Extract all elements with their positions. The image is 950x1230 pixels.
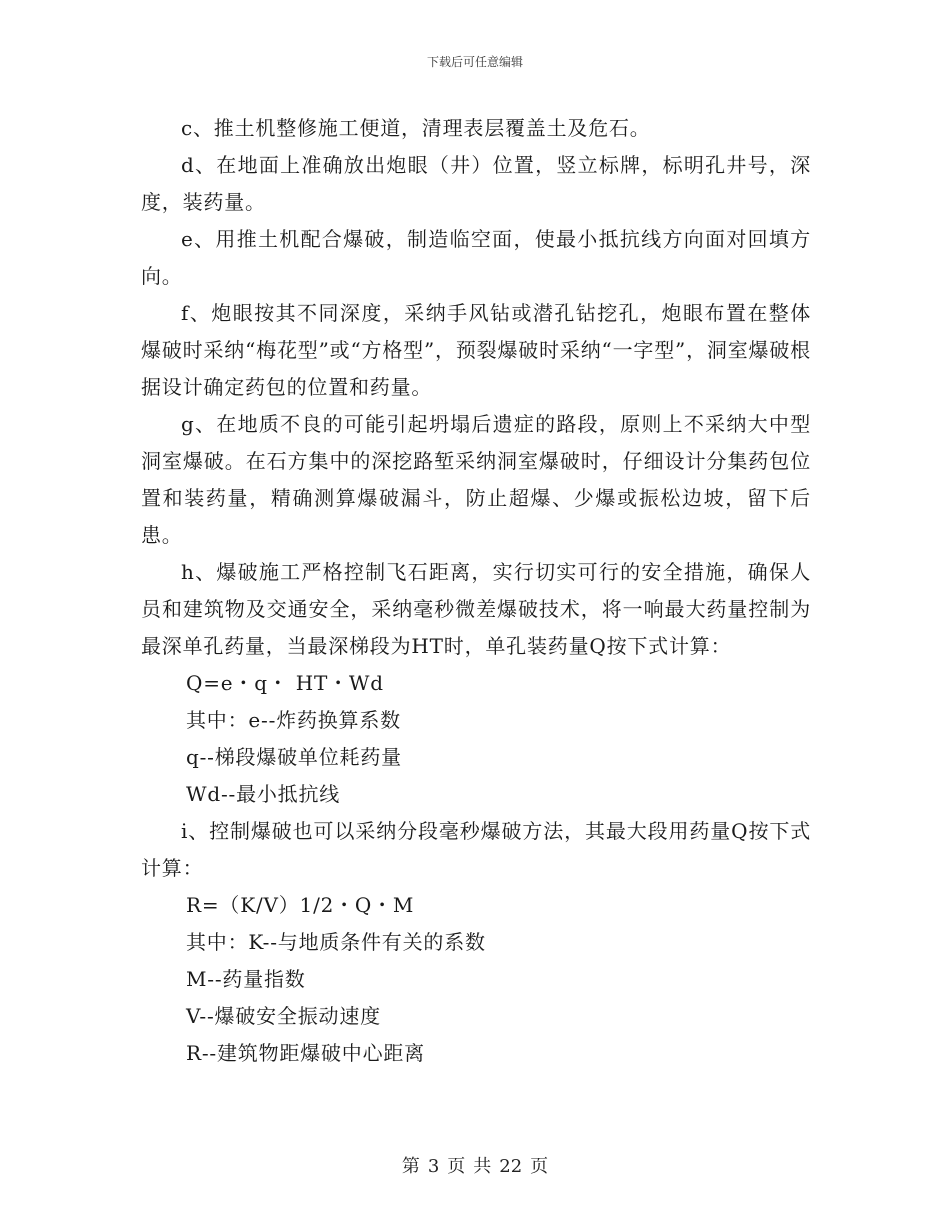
paragraph-f: f、炮眼按其不同深度，采纳手风钻或潜孔钻挖孔，炮眼布置在整体爆破时采纳“梅花型”或“方格型”，预裂爆破时采纳“一字型”，洞室爆破根据设计确定药包的位置和药量。	[141, 301, 811, 399]
page-header: 下载后可任意编辑	[426, 55, 523, 69]
footer-mid1: 页	[447, 1156, 466, 1177]
paragraph-e: e、用推土机配合爆破，制造临空面，使最小抵抗线方向面对回填方向。	[141, 227, 811, 288]
formula-q-def-q: q--梯段爆破单位耗药量	[186, 745, 402, 769]
paragraph-g: g、在地质不良的可能引起坍塌后遗症的路段，原则上不采纳大中型洞室爆破。在石方集中的深挖路堑采纳洞室爆破时，仔细设计分集药包位置和装药量，精确测算爆破漏斗，防止超爆、少爆或振松边坡，留下后患。	[141, 412, 811, 547]
paragraph-c: c、推土机整修施工便道，清理表层覆盖土及危石。	[181, 116, 651, 140]
footer-prefix: 第	[401, 1156, 420, 1177]
formula-q: Q=e・q・ HT・Wd	[186, 671, 384, 695]
page-footer	[0, 1152, 950, 1178]
footer-page-number: 3	[427, 1156, 440, 1177]
formula-r-def-k: 其中：K--与地质条件有关的系数	[186, 930, 486, 954]
formula-r-def-r: R--建筑物距爆破中心距离	[186, 1041, 425, 1065]
formula-q-def-e: 其中：e--炸药换算系数	[186, 708, 401, 732]
formula-q-def-wd: Wd--最小抵抗线	[186, 782, 341, 806]
formula-r-def-v: V--爆破安全振动速度	[186, 1004, 381, 1028]
paragraph-i: i、控制爆破也可以采纳分段毫秒爆破方法，其最大段用药量Q按下式计算：	[141, 819, 811, 880]
paragraph-d: d、在地面上准确放出炮眼（井）位置，竖立标牌，标明孔井号，深度，装药量。	[141, 153, 811, 214]
footer-total-pages: 22	[499, 1156, 523, 1177]
paragraph-h: h、爆破施工严格控制飞石距离，实行切实可行的安全措施，确保人员和建筑物及交通安全，采纳毫秒微差爆破技术，将一响最大药量控制为最深单孔药量，当最深梯段为HT时，单孔装药量Q按下式计算：	[141, 560, 811, 658]
formula-r-def-m: M--药量指数	[186, 967, 306, 991]
formula-r: R=（K/V）1/2・Q・M	[186, 893, 415, 917]
document-body	[141, 110, 811, 1072]
footer-suffix: 页	[530, 1156, 549, 1177]
footer-mid2: 共	[473, 1156, 492, 1177]
